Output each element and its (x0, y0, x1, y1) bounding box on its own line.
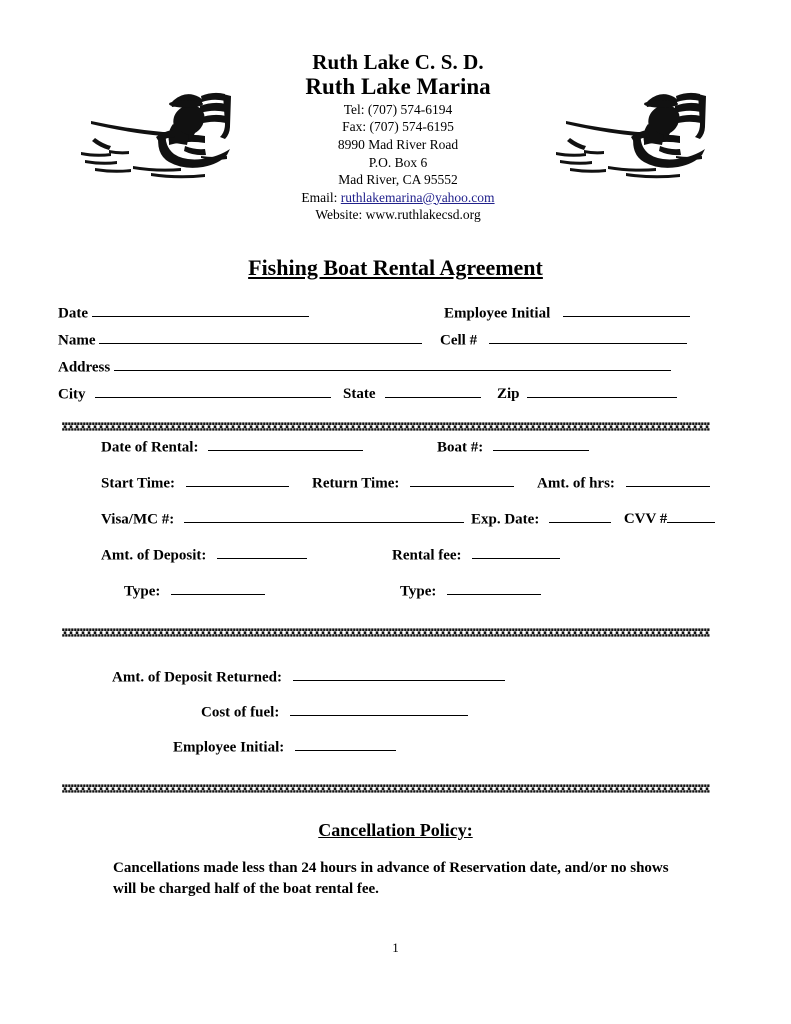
page-title (0, 255, 791, 281)
fisherman-in-rowboat-icon (73, 80, 243, 180)
field-fee-type-input[interactable] (447, 582, 541, 595)
field-state-input[interactable] (385, 385, 481, 398)
field-amount-of-hours-input[interactable] (626, 474, 710, 487)
field-cost-of-fuel-input[interactable] (290, 703, 468, 716)
field-return-employee-initial-input[interactable] (295, 738, 396, 751)
field-return-time-label: Return Time: (312, 475, 400, 492)
contact-details (248, 101, 548, 224)
field-boat-number (437, 438, 589, 456)
field-name-input-continued[interactable] (277, 331, 422, 344)
organization-info (248, 52, 548, 224)
field-date-input[interactable] (92, 304, 309, 317)
cancellation-policy-heading-text: Cancellation Policy: (318, 820, 473, 840)
po-box: P.O. Box 6 (368, 154, 428, 170)
field-return-time-input[interactable] (410, 474, 514, 487)
field-cost-of-fuel (201, 703, 468, 721)
ornament-divider (62, 422, 710, 431)
field-deposit-type-label: Type: (124, 583, 161, 600)
street-address: 8990 Mad River Road (337, 136, 459, 152)
field-exp-date-input[interactable] (549, 510, 611, 523)
field-cell (440, 331, 687, 349)
ornament-divider (62, 784, 710, 793)
field-fee-type (400, 582, 541, 600)
field-amount-of-hours-label: Amt. of hrs: (537, 475, 615, 492)
telephone: Tel: (707) 574-6194 (343, 101, 453, 117)
website: Website: www.ruthlakecsd.org (315, 207, 481, 223)
ornament-divider (62, 628, 710, 637)
field-return-time (312, 474, 514, 492)
field-rental-fee (392, 546, 560, 564)
cancellation-policy-body: Cancellations made less than 24 hours in advance of Reservation date, and/or no shows will be charged half of the boat rental fee. (113, 860, 669, 898)
field-employee-initial-label: Employee Initial (444, 305, 551, 322)
page-number: 1 (392, 940, 399, 955)
facility-name: Ruth Lake Marina (305, 74, 491, 100)
field-city-label: City (58, 386, 86, 403)
field-amount-of-deposit-input[interactable] (217, 546, 307, 559)
field-start-time-input[interactable] (186, 474, 289, 487)
field-deposit-returned-label: Amt. of Deposit Returned: (112, 669, 282, 686)
field-date-of-rental-input[interactable] (208, 438, 254, 451)
field-city-input[interactable] (95, 385, 331, 398)
field-state-label: State (343, 386, 376, 403)
field-zip-label: Zip (497, 386, 520, 403)
fisherman-in-rowboat-icon (548, 80, 718, 180)
field-boat-number-input[interactable] (493, 438, 589, 451)
field-deposit-type (124, 582, 265, 600)
city-state-zip: Mad River, CA 95552 (338, 172, 458, 188)
field-name (58, 331, 422, 349)
field-card-number-label: Visa/MC #: (101, 511, 175, 528)
field-cvv-input[interactable] (667, 510, 715, 523)
field-amount-of-deposit-label: Amt. of Deposit: (101, 547, 207, 564)
field-date-label: Date (58, 305, 88, 322)
email-row (248, 189, 548, 207)
field-rental-fee-label: Rental fee: (392, 547, 462, 564)
field-address-input[interactable] (114, 358, 671, 371)
field-cvv-label: CVV # (623, 511, 668, 528)
field-name-label: Name (58, 332, 96, 349)
field-return-employee-initial-label: Employee Initial: (173, 739, 285, 756)
field-cell-input[interactable] (489, 331, 687, 344)
page-title-text: Fishing Boat Rental Agreement (248, 255, 543, 280)
field-deposit-returned (112, 668, 505, 686)
email-label: Email: (301, 189, 338, 205)
field-boat-number-label: Boat #: (437, 439, 484, 456)
field-return-employee-initial (173, 738, 396, 756)
field-cell-label: Cell # (440, 332, 478, 349)
field-start-time (101, 474, 289, 492)
organization-name: Ruth Lake C. S. D. (312, 50, 484, 74)
field-rental-fee-input[interactable] (472, 546, 560, 559)
field-deposit-type-input[interactable] (171, 582, 265, 595)
field-date-of-rental-input-continued[interactable] (254, 438, 363, 451)
field-card-number (101, 510, 464, 528)
field-cost-of-fuel-label: Cost of fuel: (201, 704, 280, 721)
field-amount-of-hours (537, 474, 710, 492)
field-start-time-label: Start Time: (101, 475, 176, 492)
field-exp-date-label: Exp. Date: (471, 511, 540, 528)
field-city-state-zip (58, 385, 677, 403)
field-exp-date (471, 510, 715, 528)
field-date-of-rental-label: Date of Rental: (101, 439, 199, 456)
field-address (58, 358, 671, 376)
field-date-of-rental (101, 438, 363, 456)
field-address-label: Address (58, 359, 111, 376)
document-header (0, 52, 791, 222)
field-employee-initial (444, 304, 690, 322)
field-fee-type-label: Type: (400, 583, 437, 600)
field-deposit-returned-input[interactable] (293, 668, 505, 681)
field-card-number-input[interactable] (184, 510, 464, 523)
field-name-input[interactable] (99, 331, 277, 344)
field-employee-initial-input[interactable] (563, 304, 690, 317)
field-amount-of-deposit (101, 546, 307, 564)
field-date (58, 304, 309, 322)
fax: Fax: (707) 574-6195 (342, 119, 454, 135)
cancellation-policy-heading (0, 820, 791, 841)
email-link[interactable]: ruthlakemarina@yahoo.com (340, 189, 495, 205)
field-zip-input[interactable] (527, 385, 677, 398)
